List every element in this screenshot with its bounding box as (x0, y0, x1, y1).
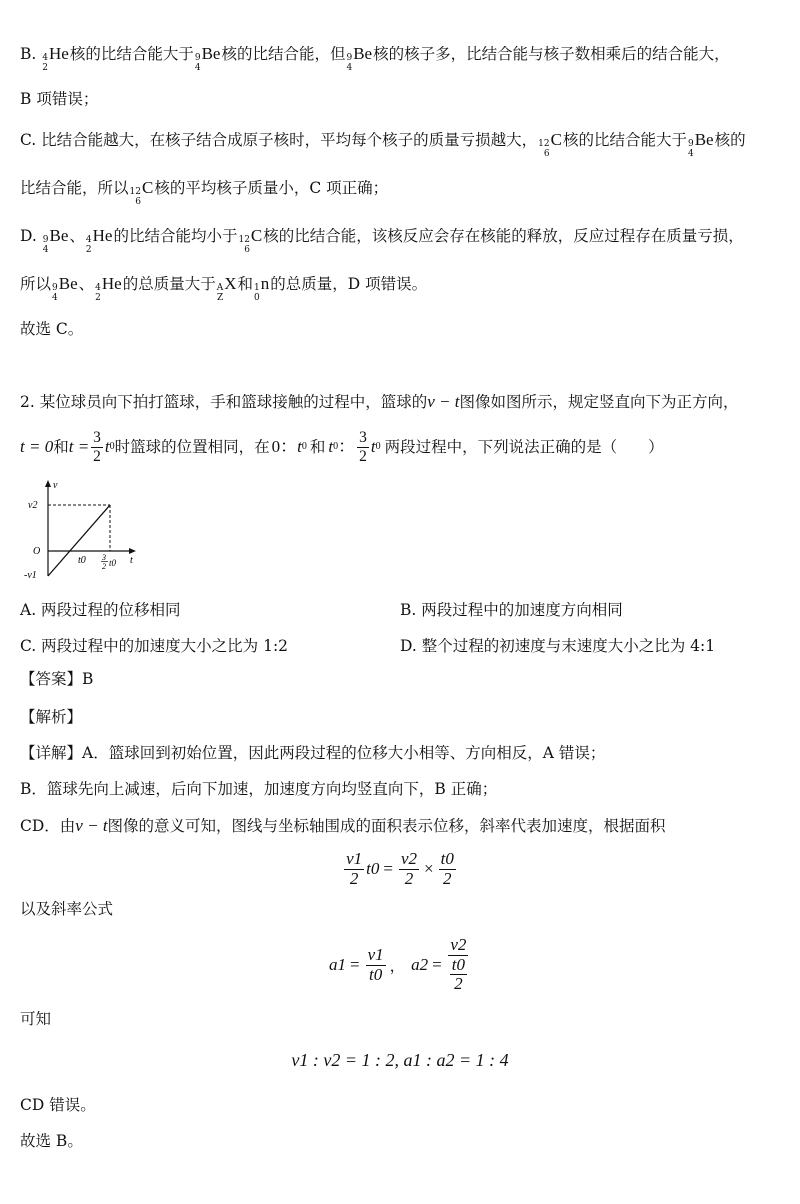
beryllium-nuclide: 9 4 Be (346, 44, 373, 73)
t-axis-arrow (129, 548, 136, 554)
helium-nuclide: 4 2 He (42, 44, 69, 73)
cd-wrong: CD 错误。 (20, 1096, 96, 1114)
beryllium-nuclide: 9 4 Be (52, 274, 78, 303)
q2-conclusion: 故选 B。 (20, 1132, 83, 1150)
analysis-heading: 【解析】 (20, 708, 83, 726)
three-halves-fraction: $\frac{3}{2}$ (359, 429, 367, 465)
detail-a: 【详解】A．篮球回到初始位置，因此两段过程的位移大小相等、方向相反，A 错误； (20, 744, 606, 762)
option-d-explanation-line2: 所以 9 4 Be 、 4 2 He 的总质量大于 A Z X 和 1 0 n 的总质量，D 项错误。 (20, 274, 428, 303)
beryllium-nuclide: 9 4 Be (194, 44, 221, 73)
v-axis-label: v (53, 480, 58, 491)
neutron: 1 0 n (254, 274, 270, 303)
option-b-explanation-line1: B. 4 2 He 核的比结合能大于 9 4 Be 核的比结合能，但 9 4 Be 核的核子多，比结合能与核子数相乘后的结合能大， (20, 44, 730, 73)
helium-nuclide: 4 2 He (85, 226, 113, 255)
vt-symbol: v − t (427, 392, 460, 411)
answer-line: 【答案】B (20, 670, 94, 688)
option-label: B. (20, 45, 37, 63)
beryllium-nuclide: 9 4 Be (687, 130, 714, 159)
option-c-explanation-line2: 比结合能，所以 12 6 C 核的平均核子质量小，C 项正确； (20, 178, 389, 207)
neg-v1-label: -v1 (24, 570, 37, 581)
vt-graph (20, 476, 150, 586)
carbon-nuclide: 12 6 C (129, 178, 154, 207)
question-2-stem-line2: t = 0 和 t = $\frac{3}{2}$ t 0 时篮球的位置相同，在 0： t 0 和 t 0 ： $\frac{3}{2}$ t 0 两段过程中，下列说法正确的是（ ） (20, 429, 664, 465)
option-d-explanation-line1: D. 9 4 Be 、 4 2 He 的比结合能均小于 12 6 C 核的比结合能，该核反应会存在核能的释放，反应过程存在质量亏损， (20, 226, 744, 255)
t-axis-label: t (130, 555, 133, 566)
three-halves-label-den: 2 (102, 562, 106, 571)
area-equation: $\frac{v1}{2}$ t0 = $\frac{v2}{2}$ × $\frac{t0}{2}$ (346, 848, 454, 888)
option-c: C. 两段过程中的加速度大小之比为 1:2 (20, 637, 289, 655)
slope-equation: a1 = $\frac{v1}{t0}$ ， a2 = $\frac{v2}{\frac{t0}{2}}$ (329, 934, 467, 994)
v2-label: v2 (28, 500, 38, 511)
carbon-nuclide: 12 6 C (238, 226, 263, 255)
question-2-stem-line1: 2. 某位球员向下拍打篮球，手和篮球接触的过程中，篮球的v − t图像如图所示，规定竖直向下为正方向， (20, 392, 739, 411)
option-b: B. 两段过程中的加速度方向相同 (400, 601, 623, 619)
q1-conclusion: 故选 C。 (20, 320, 84, 338)
beryllium-nuclide: 9 4 Be (42, 226, 69, 255)
v-axis-arrow (45, 480, 51, 487)
three-halves-fraction: $\frac{3}{2}$ (93, 429, 101, 465)
x-nuclide: A Z X (216, 274, 237, 303)
three-halves-t0-label: t0 (109, 558, 117, 568)
option-b-explanation-line2: B 项错误； (20, 90, 99, 108)
detail-b: B．篮球先向上减速，后向下加速，加速度方向均竖直向下，B 正确； (20, 780, 498, 798)
option-a: A. 两段过程的位移相同 (20, 601, 181, 619)
origin-label: O (33, 546, 41, 557)
slope-text: 以及斜率公式 (20, 900, 114, 918)
t0-label: t0 (78, 555, 86, 566)
kezhi-text: 可知 (20, 1010, 52, 1028)
helium-nuclide: 4 2 He (95, 274, 122, 303)
option-c-explanation-line1: C. 比结合能越大，在核子结合成原子核时，平均每个核子的质量亏损越大， 12 6 C 核的比结合能大于 9 4 Be 核的 (20, 130, 746, 159)
detail-cd: CD．由v − t图像的意义可知，图线与坐标轴围成的面积表示位移，斜率代表加速度，根据面积 (20, 816, 666, 835)
carbon-nuclide: 12 6 C (538, 130, 562, 159)
option-d: D. 整个过程的初速度与末速度大小之比为 4:1 (400, 637, 716, 655)
eq1-v1: v1 (346, 848, 363, 868)
ratio-equation: v1 : v2 = 1 : 2, a1 : a2 = 1 : 4 (291, 1050, 509, 1070)
three-halves-label-num: 3 (102, 553, 106, 562)
